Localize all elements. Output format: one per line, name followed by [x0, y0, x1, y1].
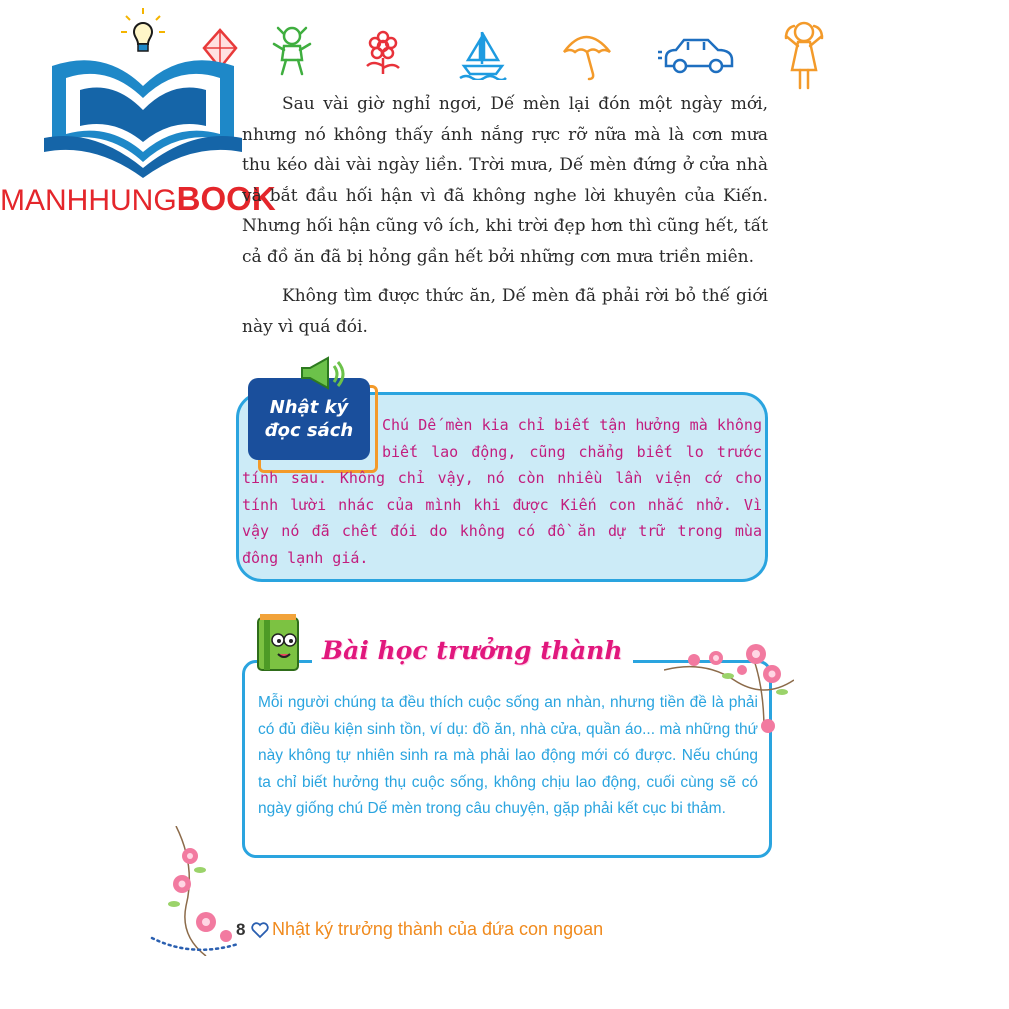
footer-book-title: Nhật ký trưởng thành của đứa con ngoan [272, 919, 604, 939]
story-paragraph-1: Sau vài giờ nghỉ ngơi, Dế mèn lại đón một ngày mới, nhưng nó không thấy ánh nắng rực rỡ nữa mà là cơn mưa thu kéo dài vài ngày liền. Trời mưa, Dế mèn đứng ở cửa nhà và bắt đầu hối hận vì đã không nghe lời khuyên của Kiến. Nhưng hối hận cũng vô ích, khi trời đẹp hơn thì cũng hết, tất cả đồ ăn đã bị hỏng gần hết bởi những cơn mưa triền miên. [242, 94, 768, 267]
flower-icon [358, 30, 408, 76]
reading-diary-badge-line1: Nhật ký [269, 397, 349, 418]
heart-icon [250, 920, 270, 944]
car-icon [658, 34, 738, 74]
page-number: 8 [236, 920, 246, 939]
child-icon [268, 24, 316, 80]
brand-name-regular: MANHHUNG [0, 184, 177, 217]
reading-diary-text: Chú Dế mèn kia chỉ biết tận hưởng mà không biết lao động, cũng chẳng biết lo trước tính sau. Không chỉ vậy, nó còn nhiều lần viện cớ cho tính lười nhác của mình khi được Kiến con nhắc nhở. Vì vậy nó đã chết đói do không có đồ ăn dự trữ trong mùa đông lạnh giá. [242, 416, 762, 567]
brand-name [0, 180, 276, 218]
girl-icon [780, 18, 828, 98]
book-character-icon [250, 612, 310, 680]
lesson-text: Mỗi người chúng ta đều thích cuộc sống an nhàn, nhưng tiền đề là phải có đủ điều kiện sinh tồn, ví dụ: đồ ăn, nhà cửa, quần áo... mà những thứ này không tự nhiên sinh ra mà phải lao động mới có được. Nếu chúng ta chỉ biết hưởng thụ cuộc sống, không chịu lao động, cuối cùng sẽ có ngày giống chú Dế mèn trong câu chuyện, gặp phải kết cục bi thảm. [258, 694, 758, 817]
footer-dotted-line [150, 932, 240, 958]
reading-diary-badge-line2: đọc sách [264, 420, 354, 441]
cherry-blossom-icon [664, 630, 794, 744]
brand-name-bold: BOOK [176, 180, 276, 217]
lesson-title: Bài học trưởng thành [312, 634, 633, 669]
story-paragraph-2: Không tìm được thức ăn, Dế mèn đã phải rời bỏ thế giới này vì quá đói. [242, 286, 768, 337]
umbrella-icon [560, 30, 614, 82]
megaphone-icon [298, 356, 346, 396]
sailboat-icon [458, 28, 508, 80]
open-book-logo-icon [44, 38, 242, 182]
